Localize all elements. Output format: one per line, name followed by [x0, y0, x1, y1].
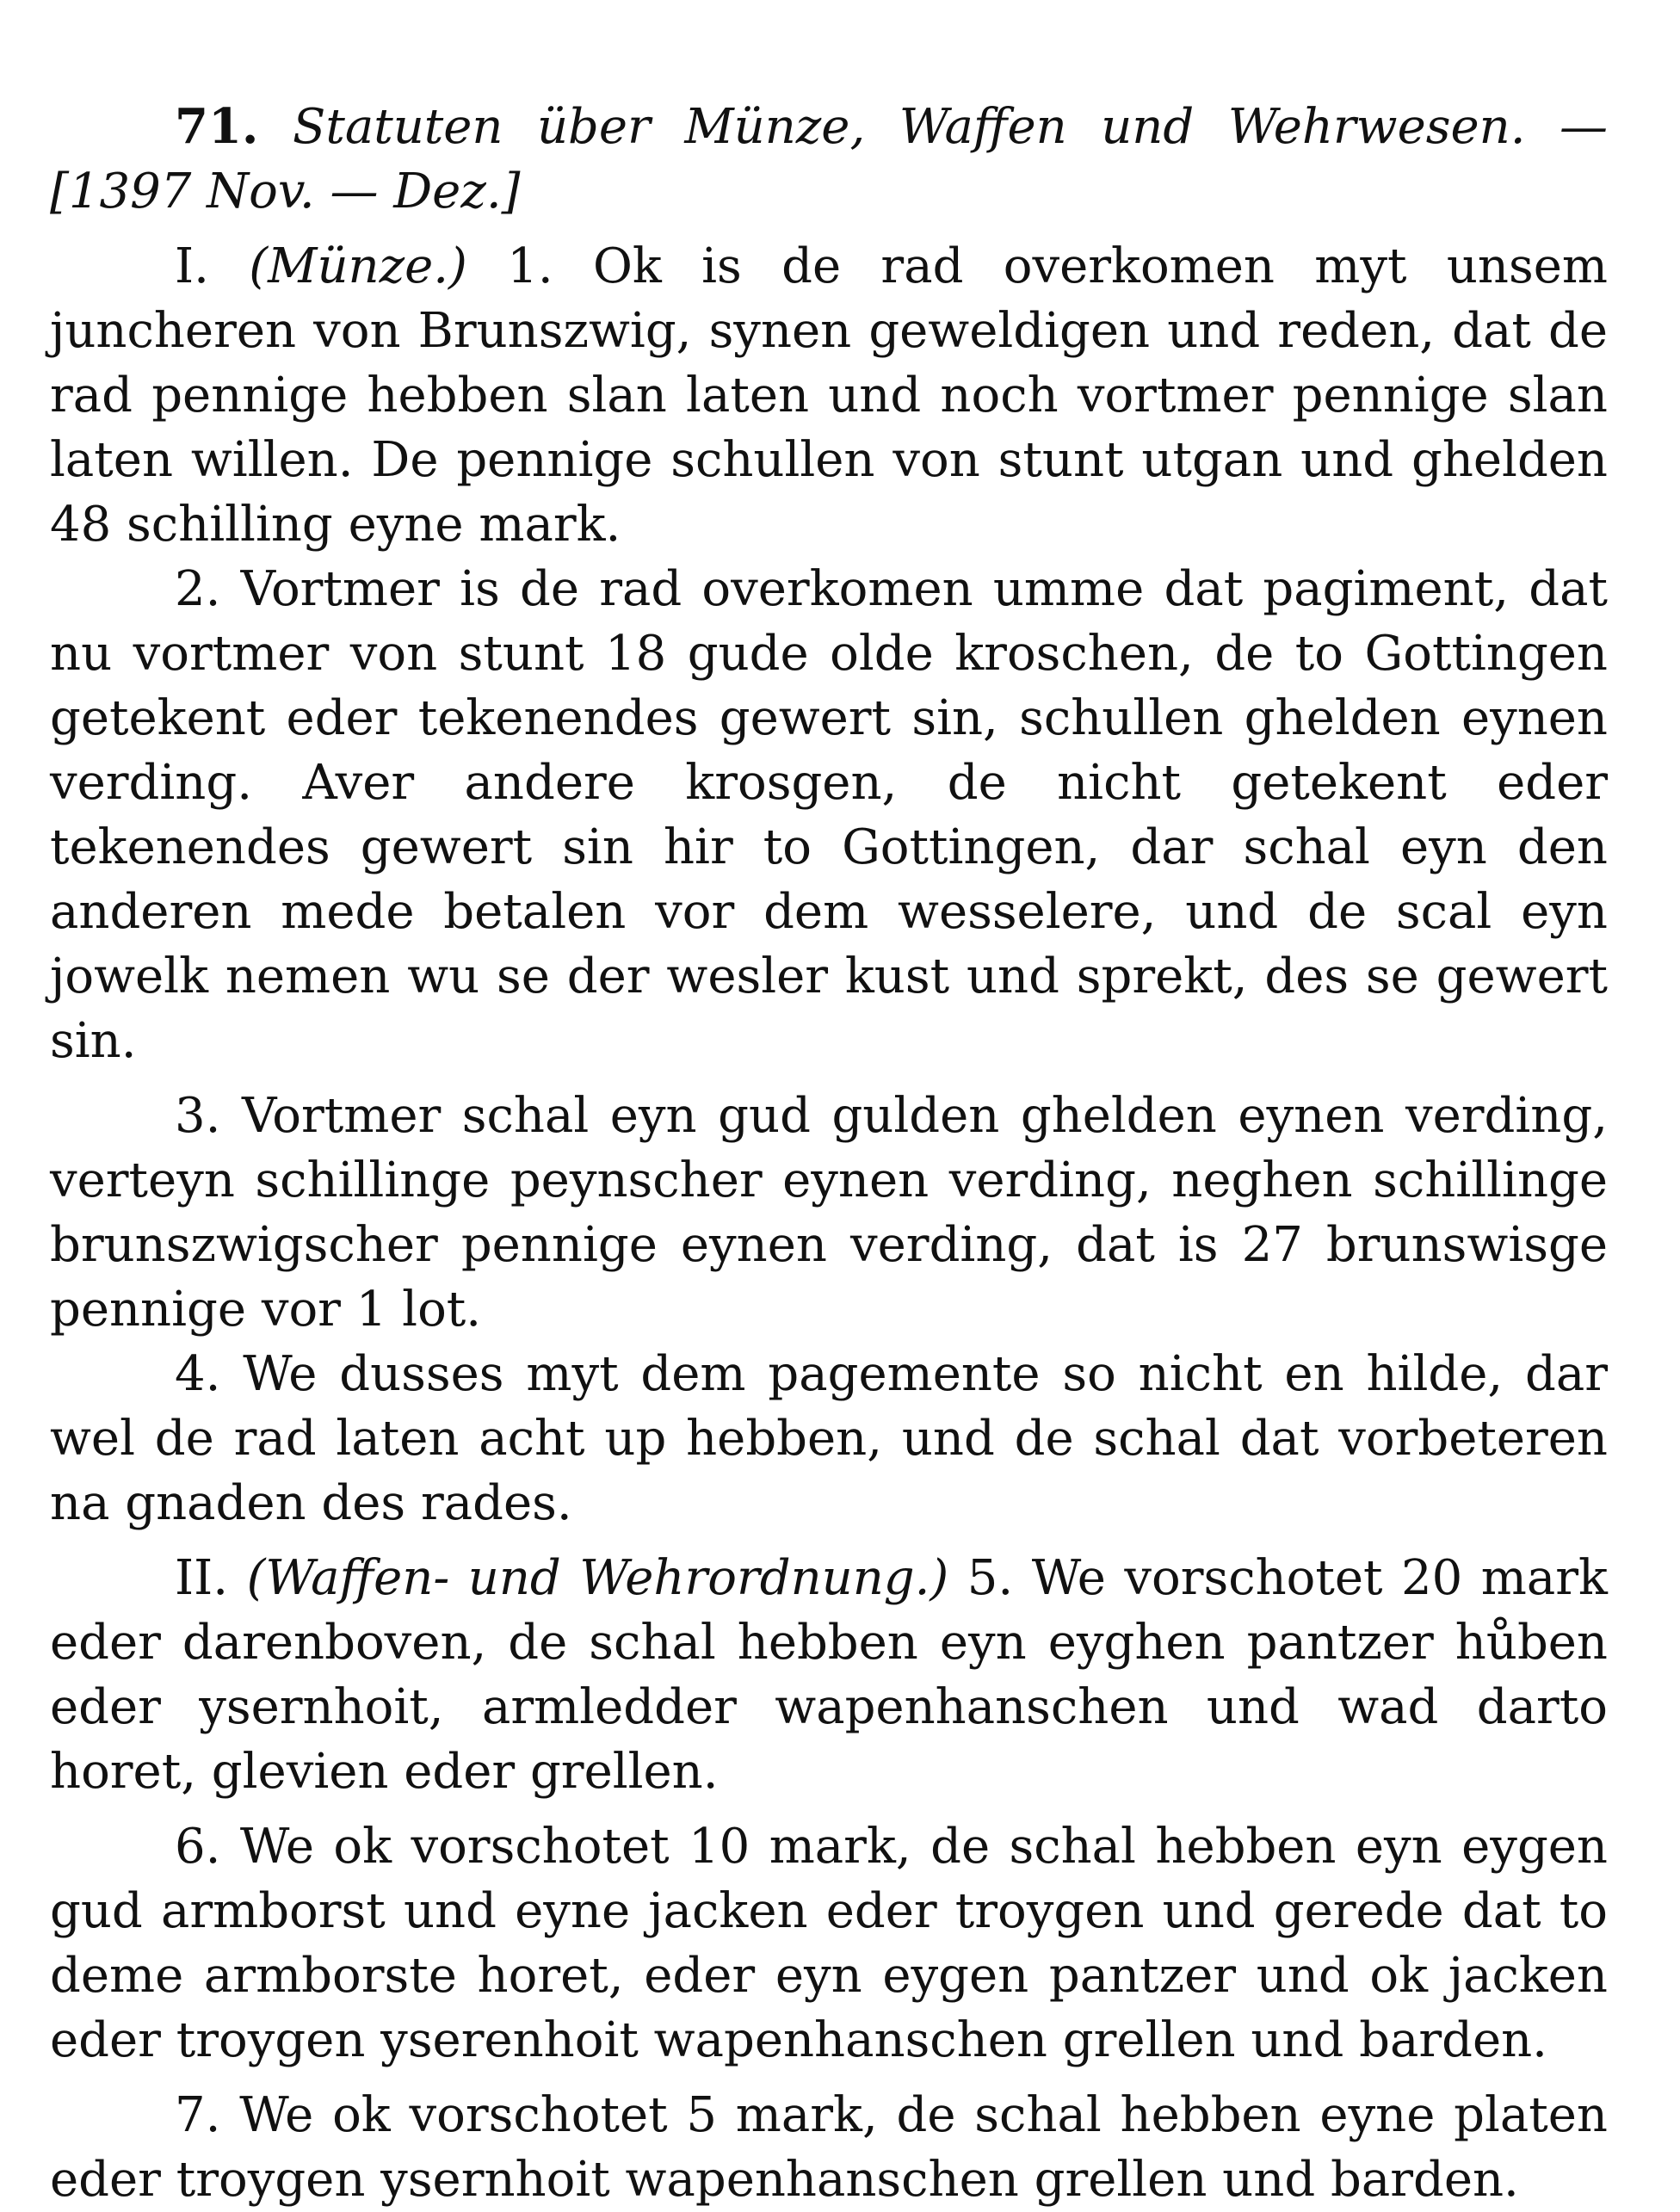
paragraph-7 [50, 2083, 1608, 2212]
paragraph-text: 6. We ok vorschotet 10 mark, de schal hebben eyn eygen gud armborst und eyne jacken eder troygen und gerede dat to deme armborste horet, eder eyn eygen pantzer und ok jacken eder troygen yserenhoit wapenhanschen grellen und barden. [50, 1819, 1608, 2068]
section-number: I. [175, 238, 209, 294]
paragraph-4 [50, 1342, 1608, 1535]
paragraph-text: 3. Vortmer schal eyn gud gulden ghelden eynen verding, verteyn schillinge peynscher eynen verding, neghen schillinge brunszwigscher pennige eynen verding, dat is 27 brunswisge pennige vor 1 lot. [50, 1088, 1608, 1338]
paragraph-text: 2. Vortmer is de rad overkomen umme dat pagiment, dat nu vortmer von stunt 18 gude olde kroschen, de to Gottingen getekent eder tekenendes gewert sin, schullen ghelden eynen verding. Aver andere krosgen, de nicht getekent eder tekenendes gewert sin hir to Gottingen, dar schal eyn den anderen mede betalen vor dem wesselere, und de scal eyn jowelk nemen wu se der wesler kust und sprekt, des se gewert sin. [50, 561, 1608, 1069]
section-title: (Münze.) [249, 238, 467, 294]
section-number: II. [175, 1550, 229, 1606]
paragraph-text: 7. We ok vorschotet 5 mark, de schal hebben eyne platen eder troygen ysernhoit wapenhanschen grellen und barden. [50, 2087, 1608, 2208]
paragraph-text: 4. We dusses myt dem pagemente so nicht en hilde, dar wel de rad laten acht up hebben, und de schal dat vorbeteren na gnaden des rades. [50, 1346, 1608, 1531]
heading-number: 71. [175, 98, 259, 155]
document-heading [50, 95, 1608, 224]
paragraph-text: 1. Ok is de rad overkomen myt unsem juncheren von Brunszwig, synen geweldigen und reden, dat de rad pennige hebben slan laten und noch vortmer pennige slan laten willen. De pennige schullen von stunt utgan und ghelden 48 schilling eyne mark. [50, 238, 1608, 553]
section-title: (Waffen- und Wehrordnung.) [246, 1550, 949, 1606]
paragraph-1 [50, 234, 1608, 557]
paragraph-6 [50, 1814, 1608, 2073]
paragraph-5 [50, 1546, 1608, 1804]
heading-title: Statuten über Münze, Waffen und Wehrwesen. — [1397 Nov. — Dez.] [50, 99, 1608, 219]
paragraph-text: 5. We vorschotet 20 mark eder darenboven, de schal hebben eyn eyghen pantzer hůben eder ysernhoit, armledder wapenhanschen und wad darto horet, glevien eder grellen. [50, 1550, 1608, 1800]
paragraph-2 [50, 557, 1608, 1073]
paragraph-3 [50, 1084, 1608, 1342]
document-page [50, 95, 1608, 2212]
